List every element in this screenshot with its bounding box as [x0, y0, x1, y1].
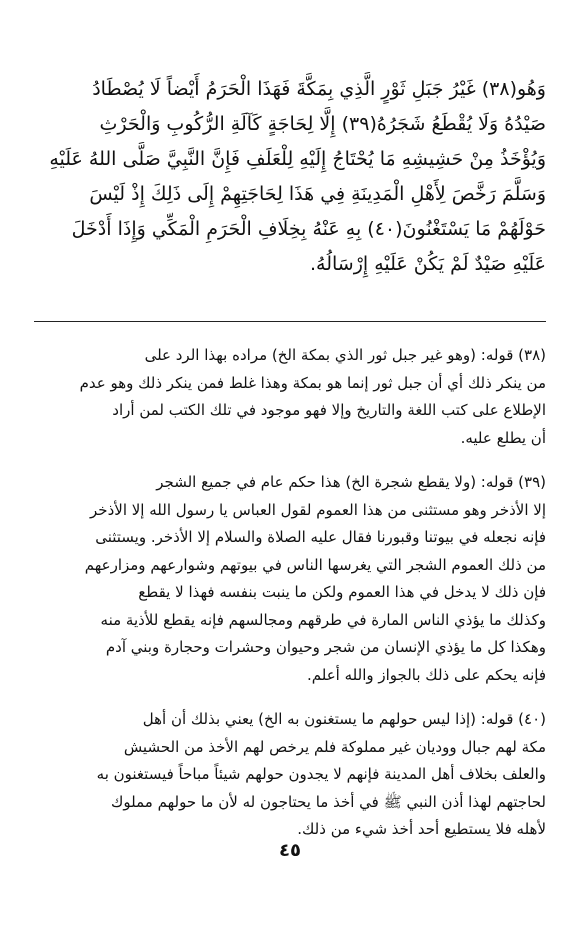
footnote-line: من ذلك العموم الشجر التي يغرسها الناس في بيوتهم وشوارعهم ومزارعهم [84, 555, 546, 574]
footnote-line: فإنه يحكم على ذلك بالجواز والله أعلم. [307, 665, 546, 684]
footnote-39 [34, 469, 546, 689]
footnote-line: مكة لهم جبال ووديان غير مملوكة فلم يرخص لهم الأخذ من الحشيش [123, 737, 546, 756]
main-text-line: وَهُو(٣٨) غَيْرُ جَبَلِ ثَوْرٍ الَّذِي بِمَكَّةَ فَهَذَا الْحَرَمُ أَيْضاً لَا يُصْطَادُ [92, 78, 546, 100]
footnote-line: لحاجتهم لهذا أذن النبي ﷺ في أخذ ما يحتاجون له لأن ما حولهم مملوك [111, 792, 546, 811]
main-text-line: حَوْلَهُمْ مَا يَسْتَغْنُونَ(٤٠) بِهِ عَنْهُ بِخِلَافِ الْحَرَمِ الْمَكِّي وَإِذَا أَدْخَلَ [71, 218, 546, 240]
main-text-line: وَسَلَّمَ رَخَّصَ لِأَهْلِ الْمَدِينَةِ فِي هَذَا لِحَاجَتِهِمْ إِلَى ذَلِكَ إِذْ لَيْسَ [89, 183, 546, 205]
footnote-38 [34, 342, 546, 452]
footnote-line: وهكذا كل ما يؤذي الإنسان من شجر وحيوان وحشرات وحجارة وبني آدم [105, 638, 546, 656]
footnote-line: أن يطلع عليه. [460, 428, 546, 447]
main-text-line: عَلَيْهِ صَيْدٌ لَمْ يَكُنْ عَلَيْهِ إِرْسَالُهُ. [310, 253, 546, 275]
main-text-line: صَيْدُهُ وَلَا يُقْطَعُ شَجَرُهُ(٣٩) إِلَّا لِحَاجَةٍ كَآلَةِ الرُّكُوبِ وَالْحَرْثِ [99, 113, 546, 135]
footnote-line: (٣٩) قوله: (ولا يقطع شجرة الخ) هذا حكم عام في جميع الشجر [156, 473, 546, 491]
footnotes-section [34, 342, 546, 861]
main-text-block [34, 72, 546, 282]
footnote-line: فإنه نجعله في بيوتنا وقبورنا فقال عليه الصلاة والسلام إلا الأذخر. ويستثنى [95, 528, 546, 546]
page-number: ٤٥ [279, 840, 301, 861]
footnote-divider [34, 321, 546, 322]
footnote-40 [34, 706, 546, 844]
footnote-line: فإن ذلك لا يدخل في هذا العموم ولكن ما ينبت بنفسه فهذا لا يقطع [138, 583, 546, 601]
footnote-line: من ينكر ذلك أي أن جبل ثور إنما هو بمكة وهذا غلط فمن ينكر ذلك وهو عدم [79, 373, 546, 392]
footnote-line: الإطلاع على كتب اللغة والتاريخ وإلا فهو موجود في تلك الكتب لمن أراد [112, 401, 546, 419]
main-text-line: وَيُؤْخَذُ مِنْ حَشِيشِهِ مَا يُحْتَاجُ إِلَيْهِ لِلْعَلَفِ فَإِنَّ النَّبِيَّ صَلَّى اللهُ عَلَيْهِ [49, 148, 546, 170]
footnote-line: (٤٠) قوله: (إذا ليس حولهم ما يستغنون به الخ) يعني بذلك أن أهل [142, 710, 546, 728]
footnote-line: لأهله فلا يستطيع أحد أخذ شيء من ذلك. [297, 820, 546, 838]
footnote-line: وكذلك ما يؤذي الناس المارة في طرقهم ومجالسهم فإنه يقطع للأذية منه [100, 610, 546, 629]
footnote-line: (٣٨) قوله: (وهو غير جبل ثور الذي بمكة الخ) مراده بهذا الرد على [144, 346, 546, 364]
footnote-line: إلا الأذخر وهو مستثنى من هذا العموم لقول العباس يا رسول الله إلا الأذخر [90, 500, 546, 519]
footnote-line: والعلف بخلاف أهل المدينة فإنهم لا يجدون حولهم شيئاً مباحاً فيستغنون به [96, 765, 546, 783]
